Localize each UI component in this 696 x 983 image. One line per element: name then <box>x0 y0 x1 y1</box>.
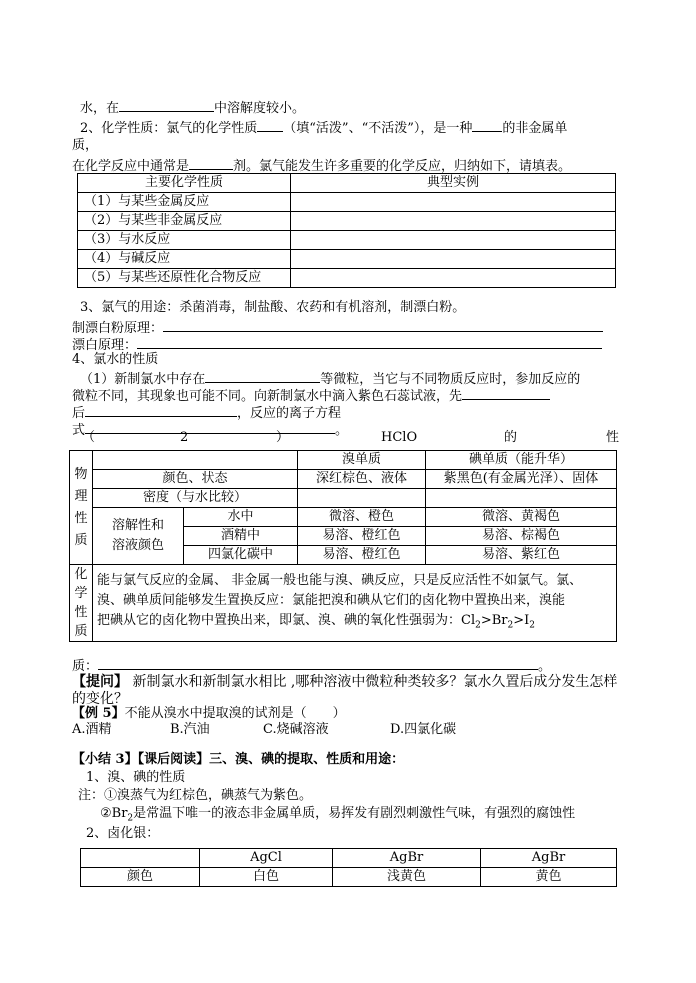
silver-halide-table <box>80 848 617 887</box>
row-label: 溶解性和 溶液颜色 <box>93 508 184 565</box>
blank <box>163 318 603 332</box>
text-line: 微粒不同，其现象也可能不同。向新制氯水中滴入紫色石蕊试液，先 <box>72 386 550 405</box>
blank <box>257 118 283 132</box>
chlorine-chem-table <box>77 173 616 288</box>
table-cell <box>291 269 616 288</box>
table-header: AgBr <box>481 849 617 868</box>
table-header: 主要化学性质 <box>78 174 291 193</box>
option: D.四氯化碳 <box>390 722 457 737</box>
row-label: 物 理 性 质 <box>70 451 93 565</box>
table-cell <box>291 250 616 269</box>
table-cell: 易溶、棕褐色 <box>425 527 616 546</box>
blank <box>137 335 602 349</box>
table-cell: 深红棕色、液体 <box>297 470 425 489</box>
table-cell: 能与氯气反应的金属、 非金属一般也能与溴、碘反应，只是反应活性不如氯气。氯、 溴、碘单质间能够发生置换反应：氯能把溴和碘从它们的卤化物中置换出来，溴能 把碘从它的卤化物中置换出来，即氯、溴、碘的氧化性强弱为：$Cl_2>Br_2>I_2$ <box>93 565 617 642</box>
table-cell: 易溶、橙红色 <box>297 527 425 546</box>
table-cell: 四氯化碳中 <box>184 546 298 565</box>
blank <box>462 386 550 400</box>
bromine-iodine-table <box>69 450 617 642</box>
text-line: 的 <box>504 430 518 445</box>
table-header: AgBr <box>333 849 481 868</box>
table-cell: 颜色、状态 <box>93 470 298 489</box>
text-line: 漂白原理： <box>72 335 602 354</box>
text-line: 后 ，反应的离子方程 <box>72 403 341 422</box>
table-cell <box>291 212 616 231</box>
option: C.烧碱溶液 <box>263 722 329 737</box>
table-cell: 水中 <box>184 508 298 527</box>
table-cell: 紫黑色(有金属光泽）、固体 <box>425 470 616 489</box>
table-header: 典型实例 <box>291 174 616 193</box>
text-line: 在化学反应中通常是 剂。氯气能发生许多重要的化学反应，归纳如下，请填表。 <box>72 156 571 175</box>
table-header: AgCl <box>200 849 333 868</box>
table-cell <box>291 231 616 250</box>
text-line: 1、溴、碘的性质 <box>86 770 186 785</box>
table-cell <box>425 489 616 508</box>
text-line: 2、化学性质：氯气的化学性质 （填“活泼”、“不活泼”），是一种 的非金属单 <box>80 118 567 137</box>
table-cell: （2）与某些非金属反应 <box>78 212 291 231</box>
text-line: 式 。 <box>72 420 348 439</box>
text-line: 3、氯气的用途：杀菌消毒，制盐酸、农药和有机溶剂，制漂白粉。 <box>80 300 466 315</box>
table-cell: 白色 <box>200 868 333 887</box>
text-line: 性 <box>606 430 620 445</box>
table-cell: 密度（与水比较） <box>93 489 298 508</box>
table-cell: 颜色 <box>81 868 200 887</box>
blank <box>85 403 237 417</box>
section-title: 【小结 3】【课后阅读】三、溴、碘的提取、性质和用途： <box>72 752 405 767</box>
table-cell: 易溶、橙红色 <box>297 546 425 565</box>
table-cell: 微溶、橙色 <box>297 508 425 527</box>
text-line: 2、卤化银： <box>86 826 160 841</box>
table-cell: （3）与水反应 <box>78 231 291 250</box>
blank <box>98 656 538 670</box>
table-header: 碘单质（能升华） <box>425 451 616 470</box>
table-cell: 浅黄色 <box>333 868 481 887</box>
text-line: 【例 5】不能从溴水中提取溴的试剂是（ ） <box>72 706 346 721</box>
section-title: 4、氯水的性质 <box>72 352 159 367</box>
table-cell: 黄色 <box>481 868 617 887</box>
text-line: （ <box>82 430 96 445</box>
text-line: 水，在 中溶解度较小。 <box>80 98 305 117</box>
blank <box>85 420 335 434</box>
text-line: 质： 。 <box>72 656 551 675</box>
blank <box>119 98 214 112</box>
text-line: ） <box>276 430 290 445</box>
table-cell: （1）与某些金属反应 <box>78 193 291 212</box>
option: A.酒精 <box>72 722 112 737</box>
text-line: 2 <box>180 430 189 445</box>
row-label: 化 学 性 质 <box>70 565 93 642</box>
table-cell: 酒精中 <box>184 527 298 546</box>
table-header: 溴单质 <box>297 451 425 470</box>
blank <box>472 118 502 132</box>
table-cell <box>93 451 298 470</box>
table-cell <box>291 193 616 212</box>
table-cell: 易溶、紫红色 <box>425 546 616 565</box>
oxidation-order: $Cl_2>Br_2>I_2$ <box>461 612 536 631</box>
text-line: $②Br_2$是常温下唯一的液态非金属单质，易挥发有剧烈刺激性气味，有强烈的腐蚀性 <box>100 806 576 824</box>
blank <box>189 156 233 170</box>
text-line: 【提问】 新制氯水和新制氯水相比 ,哪种溶液中微粒种类较多？氯水久置后成分发生怎样 <box>72 674 618 690</box>
option: B.汽油 <box>170 722 210 737</box>
table-cell: 微溶、黄褐色 <box>425 508 616 527</box>
table-header <box>81 849 200 868</box>
blank <box>205 369 320 383</box>
text-line: 注：①溴蒸气为红棕色，碘蒸气为紫色。 <box>78 788 313 803</box>
text-line: HClO <box>381 430 418 445</box>
text-line: 的变化？ <box>72 691 128 707</box>
table-cell: （5）与某些还原性化合物反应 <box>78 269 291 288</box>
text-line: （1）新制氯水中存在 等微粒，当它与不同物质反应时，参加反应的 <box>80 369 580 388</box>
text-line: 质， <box>72 138 99 153</box>
text-line: 制漂白粉原理： <box>72 318 603 337</box>
table-cell <box>297 489 425 508</box>
table-cell: （4）与碱反应 <box>78 250 291 269</box>
